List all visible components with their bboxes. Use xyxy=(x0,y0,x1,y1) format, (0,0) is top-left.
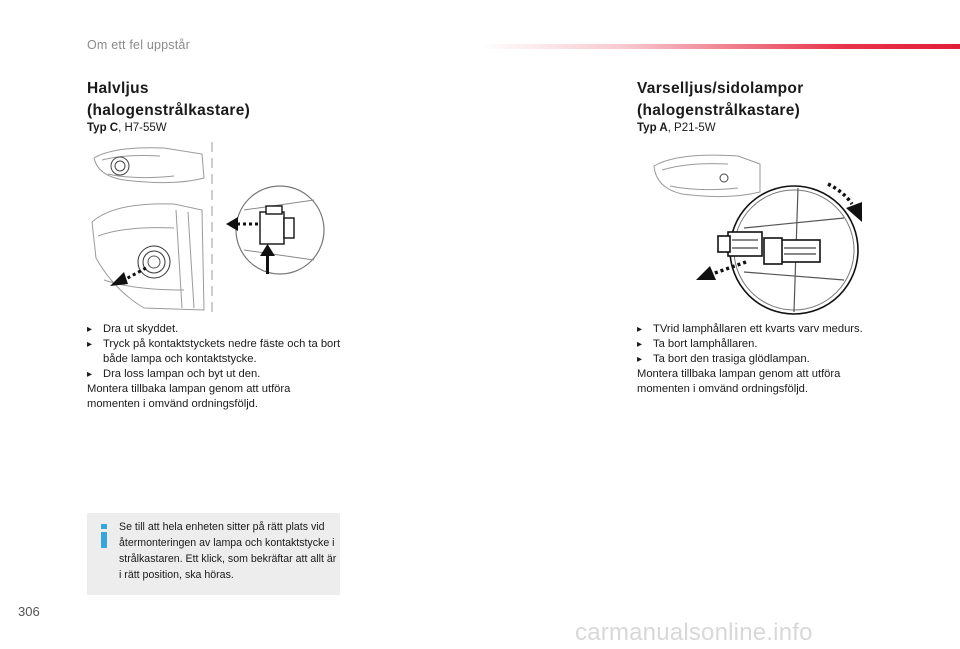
info-icon xyxy=(99,524,109,548)
bullet-arrow-icon: ▸ xyxy=(87,369,93,380)
list-item: ▸ TVrid lamphållaren ett kvarts varv medurs. xyxy=(637,323,863,335)
left-title-line2: (halogenstrålkastare) xyxy=(87,102,251,119)
list-item: ▸ Dra ut skyddet. xyxy=(87,323,179,335)
bullet-arrow-icon: ▸ xyxy=(87,339,93,350)
list-item: ▸ Dra loss lampan och byt ut den. xyxy=(87,368,261,380)
list-item: ▸ Ta bort den trasiga glödlampan. xyxy=(637,353,810,365)
left-type xyxy=(87,122,167,134)
watermark: carmanualsonline.info xyxy=(575,619,813,646)
bullet-arrow-icon: ▸ xyxy=(637,339,643,350)
header-accent-bar xyxy=(480,44,960,49)
right-note: Montera tillbaka lampan genom att utföra momenten i omvänd ordningsföljd. xyxy=(637,368,841,395)
list-item: ▸ Ta bort lamphållaren. xyxy=(637,338,758,350)
bullet-arrow-icon: ▸ xyxy=(637,354,643,365)
right-title xyxy=(637,78,804,122)
left-title xyxy=(87,78,250,122)
info-text: Se till att hela enheten sitter på rätt plats vid återmonteringen av lampa och kontaktstycke i strålkastaren. Ett klick, som bekräftar att allt är i rätt position, ska höras. xyxy=(119,521,337,581)
headlamp-illustration-right xyxy=(648,148,870,318)
info-box xyxy=(87,513,340,595)
right-instructions xyxy=(637,322,895,397)
right-title-line2: (halogenstrålkastare) xyxy=(637,102,801,119)
section-header: Om ett fel uppstår xyxy=(87,38,190,52)
left-type-value: , H7-55W xyxy=(118,122,167,134)
left-note: Montera tillbaka lampan genom att utföra momenten i omvänd ordningsföljd. xyxy=(87,383,291,410)
page-number: 306 xyxy=(18,604,40,619)
left-title-line1: Halvljus xyxy=(87,80,149,97)
bullet-arrow-icon: ▸ xyxy=(637,324,643,335)
right-type-label: Typ A xyxy=(637,122,668,134)
right-type xyxy=(637,122,716,134)
left-instructions xyxy=(87,322,345,412)
right-title-line1: Varselljus/sidolampor xyxy=(637,80,804,97)
bullet-arrow-icon: ▸ xyxy=(87,324,93,335)
headlamp-illustration-left xyxy=(84,140,340,318)
left-type-label: Typ C xyxy=(87,122,119,134)
right-type-value: , P21-5W xyxy=(667,122,716,134)
list-item: ▸ Tryck på kontaktstyckets nedre fäste och ta bort både lampa och kontaktstycke. xyxy=(87,338,341,365)
